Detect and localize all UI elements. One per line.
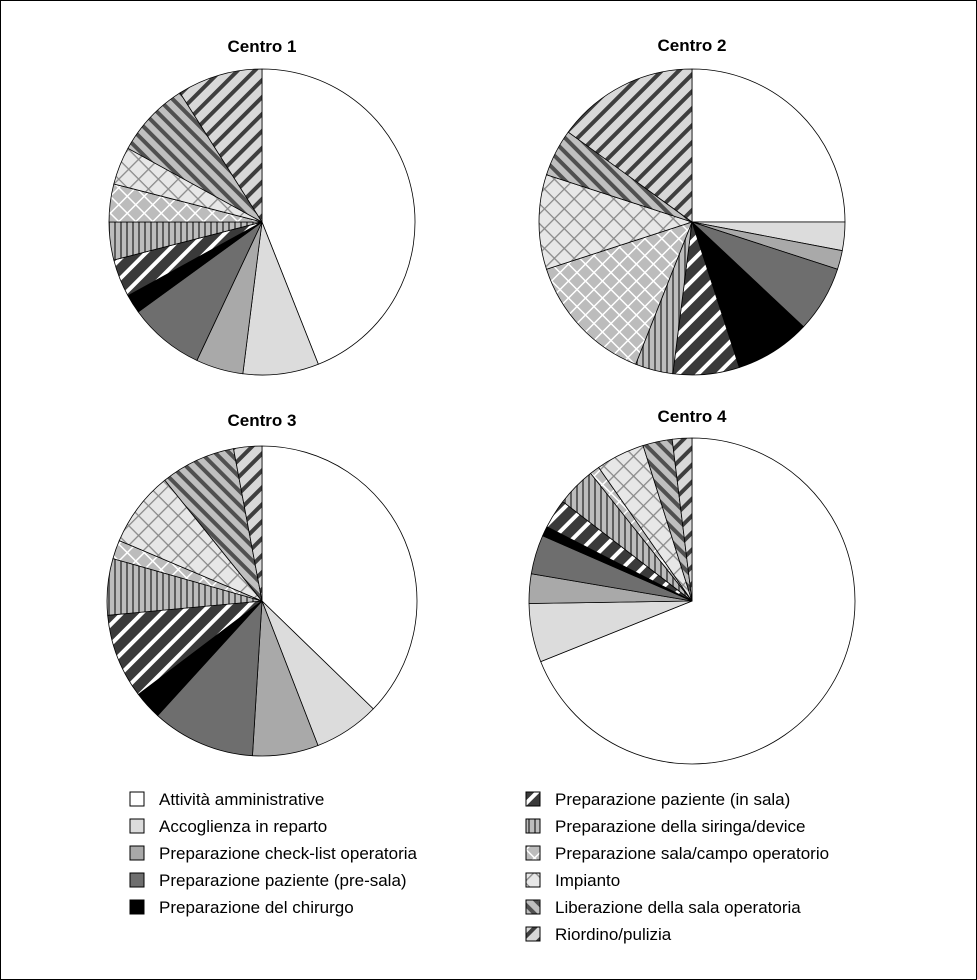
pie-title-1: Centro 1 [227, 37, 297, 56]
legend-swatch [526, 873, 540, 887]
pie-chart-centro-4 [529, 438, 855, 764]
legend-item [526, 817, 805, 836]
legend-label: Preparazione paziente (in sala) [555, 790, 791, 809]
legend-label: Attività amministrative [159, 790, 325, 809]
legend-label: Impianto [555, 871, 621, 890]
legend-swatch [130, 819, 144, 833]
pie-title-2: Centro 2 [657, 36, 727, 55]
legend-item [526, 898, 801, 917]
legend-item [130, 844, 418, 863]
legend-swatch [526, 819, 540, 833]
legend-swatch [526, 792, 540, 806]
legend-label: Liberazione della sala operatoria [555, 898, 801, 917]
pie-slice [692, 69, 845, 222]
pie-chart-centro-2 [539, 69, 845, 375]
legend-label: Riordino/pulizia [555, 925, 672, 944]
legend-item [130, 871, 407, 890]
legend-swatch [130, 846, 144, 860]
legend-item [130, 898, 354, 917]
legend-label: Preparazione del chirurgo [159, 898, 354, 917]
pie-title-3: Centro 3 [227, 411, 297, 430]
legend-item [130, 817, 327, 836]
legend-label: Preparazione check-list operatoria [159, 844, 417, 863]
legend-swatch [526, 846, 540, 860]
legend-label: Preparazione paziente (pre-sala) [159, 871, 407, 890]
legend-swatch [130, 792, 144, 806]
legend [130, 790, 829, 944]
pie-chart-centro-3 [107, 446, 417, 756]
legend-swatch [526, 927, 540, 941]
legend-item [526, 844, 829, 863]
legend-swatch [130, 873, 144, 887]
legend-item [526, 871, 620, 890]
legend-item [130, 790, 324, 809]
legend-label: Preparazione sala/campo operatorio [555, 844, 830, 863]
legend-item [526, 925, 672, 944]
pie-title-4: Centro 4 [657, 407, 727, 426]
legend-label: Preparazione della siringa/device [555, 817, 806, 836]
legend-swatch [130, 900, 144, 914]
legend-label: Accoglienza in reparto [159, 817, 328, 836]
pie-chart-centro-1 [109, 69, 415, 375]
legend-item [526, 790, 790, 809]
legend-swatch [526, 900, 540, 914]
